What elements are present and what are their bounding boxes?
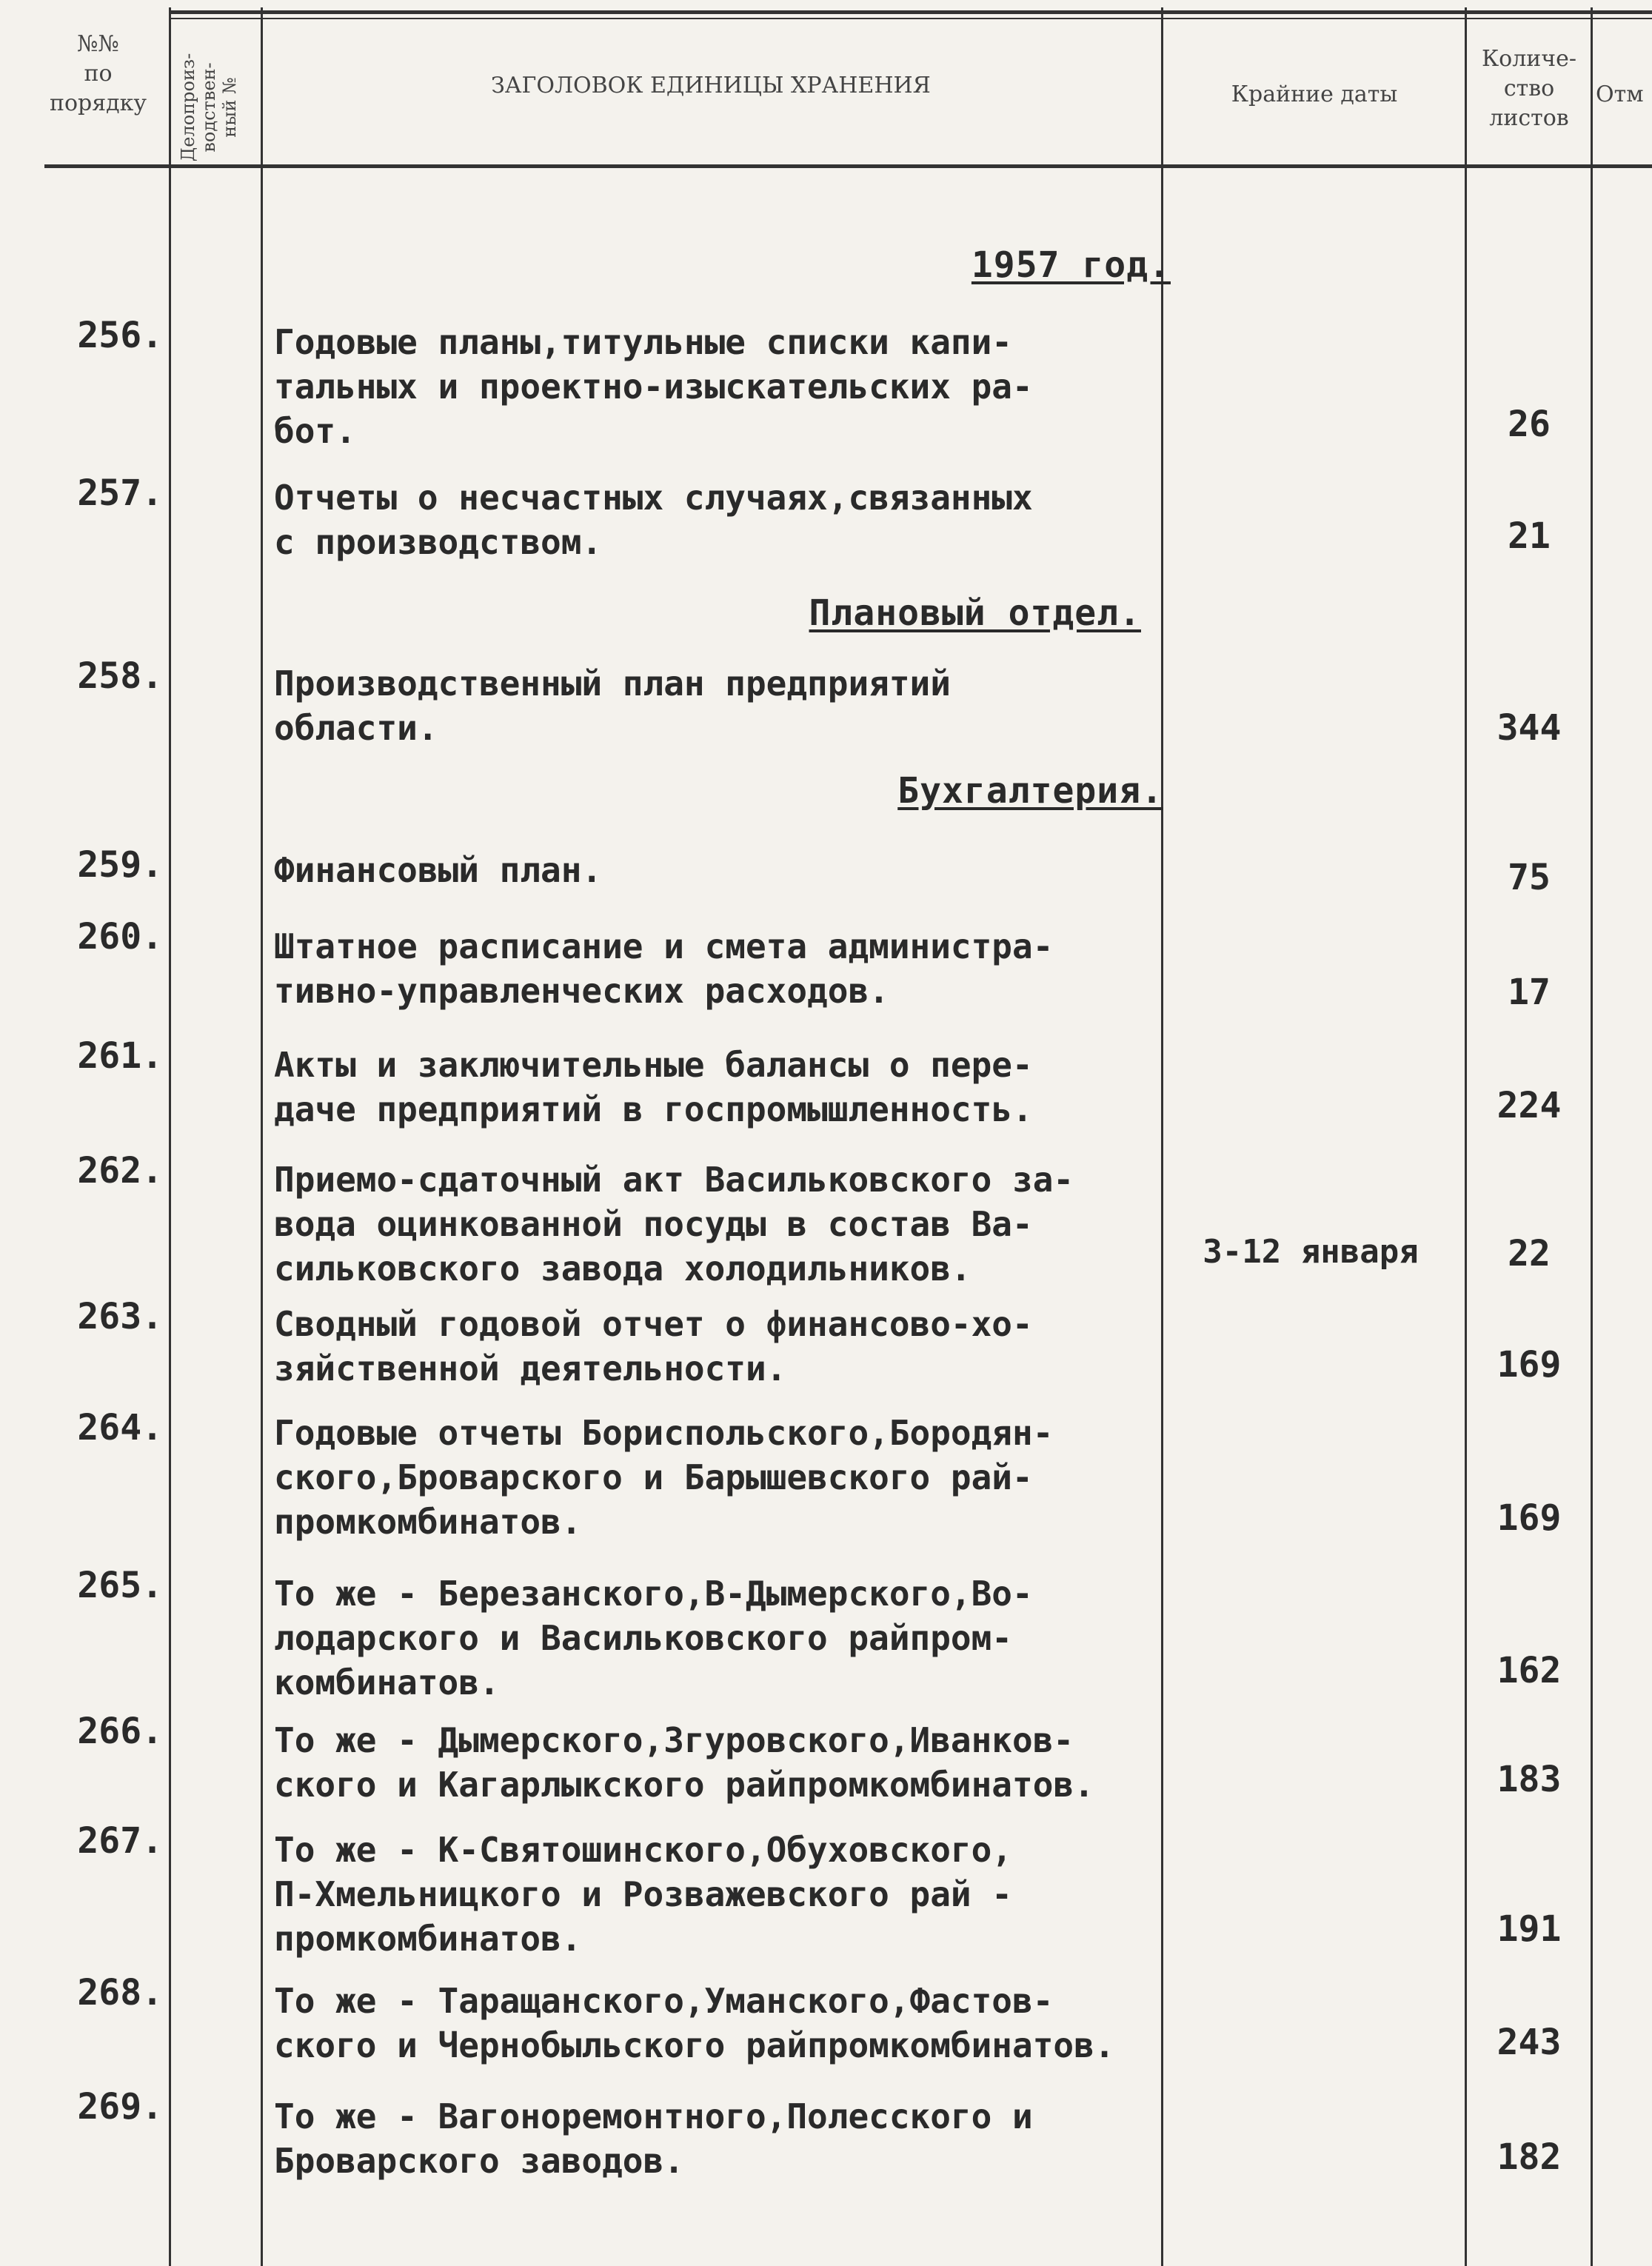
entry-number: 256.	[77, 315, 163, 356]
entry-title: Годовые отчеты Бориспольского,Бородян- ского,Броварского и Барышевского рай- промкомбинатов.	[274, 1413, 1054, 1542]
header-col-number: №№ по порядку	[49, 31, 147, 116]
section-accounting: Бухгалтерия.	[897, 770, 1163, 812]
col-line-1	[169, 7, 171, 2266]
entry-sheets: 26	[1508, 404, 1551, 445]
entry-title: То же - Березанского,В-Дымерского,Во- лодарского и Васильковского райпром- комбинатов.	[274, 1574, 1033, 1702]
entry-number: 260.	[77, 916, 163, 957]
entry-title: То же - К-Святошинского,Обуховского, П-Хмельницкого и Розважевского рай - промкомбинатов.	[274, 1830, 1012, 1959]
entry-number: 267.	[77, 1820, 163, 1862]
entry-number: 262.	[77, 1150, 163, 1192]
entry-number: 261.	[77, 1035, 163, 1077]
entry-sheets: 191	[1497, 1908, 1562, 1950]
entry-dates: 3-12 января	[1203, 1233, 1419, 1271]
entry-sheets: 169	[1497, 1344, 1562, 1386]
entry-sheets: 21	[1508, 515, 1551, 557]
entry-sheets: 224	[1497, 1085, 1562, 1126]
entry-number: 264.	[77, 1407, 163, 1448]
header-divider	[44, 164, 1652, 168]
entry-title: Отчеты о несчастных случаях,связанных с производством.	[274, 478, 1033, 562]
entry-sheets: 169	[1497, 1497, 1562, 1539]
header-col-title: ЗАГОЛОВОК ЕДИНИЦЫ ХРАНЕНИЯ	[491, 73, 931, 98]
entry-title: То же - Вагоноремонтного,Полесского и Броварского заводов.	[274, 2096, 1033, 2181]
entry-number: 258.	[77, 655, 163, 697]
entry-sheets: 17	[1508, 972, 1551, 1013]
top-rule	[170, 10, 1652, 14]
entry-title: Штатное расписание и смета администра- тивно-управленческих расходов.	[274, 926, 1054, 1011]
entry-sheets: 182	[1497, 2136, 1562, 2178]
entry-number: 269.	[77, 2086, 163, 2128]
entry-number: 266.	[77, 1711, 163, 1752]
entry-number: 268.	[77, 1972, 163, 2013]
entry-sheets: 344	[1497, 707, 1562, 749]
entry-title: Приемо-сдаточный акт Васильковского за- вода оцинкованной посуды в состав Ва- сильковского завода холодильников.	[274, 1160, 1074, 1289]
header-col-office-number: Делопроиз- водствен- ный №	[178, 53, 240, 162]
entry-number: 257.	[77, 472, 163, 514]
section-year: 1957 год.	[971, 244, 1171, 286]
entry-title: Годовые планы,титульные списки капи- тальных и проектно-изыскательских ра- бот.	[274, 322, 1033, 451]
entry-title: Акты и заключительные балансы о пере- даче предприятий в госпромышленность.	[274, 1045, 1033, 1129]
header-col-dates: Крайние даты	[1231, 81, 1398, 107]
col-line-2	[261, 7, 263, 2266]
entry-number: 265.	[77, 1565, 163, 1606]
entry-sheets: 162	[1497, 1650, 1562, 1691]
entry-title: Производственный план предприятий области.	[274, 664, 951, 748]
entry-sheets: 22	[1508, 1233, 1551, 1274]
entry-number: 263.	[77, 1296, 163, 1337]
entry-title: То же - Дымерского,Згуровского,Иванков- ского и Кагарлыкского райпромкомбинатов.	[274, 1720, 1094, 1805]
entry-number: 259.	[77, 844, 163, 886]
entry-title: Финансовый план.	[274, 850, 603, 890]
header-col-sheets: Количе- ство листов	[1481, 46, 1577, 131]
entry-sheets: 75	[1508, 857, 1551, 898]
section-planning: Плановый отдел.	[809, 592, 1141, 634]
entry-title: Сводный годовой отчет о финансово-хо- зяйственной деятельности.	[274, 1304, 1033, 1388]
entry-sheets: 243	[1497, 2022, 1562, 2063]
top-rule-thin	[170, 18, 1652, 19]
entry-title: То же - Таращанского,Уманского,Фастов- ского и Чернобыльского райпромкомбинатов.	[274, 1981, 1115, 2065]
header-col-notes: Отм	[1596, 81, 1644, 107]
entry-sheets: 183	[1497, 1759, 1562, 1800]
